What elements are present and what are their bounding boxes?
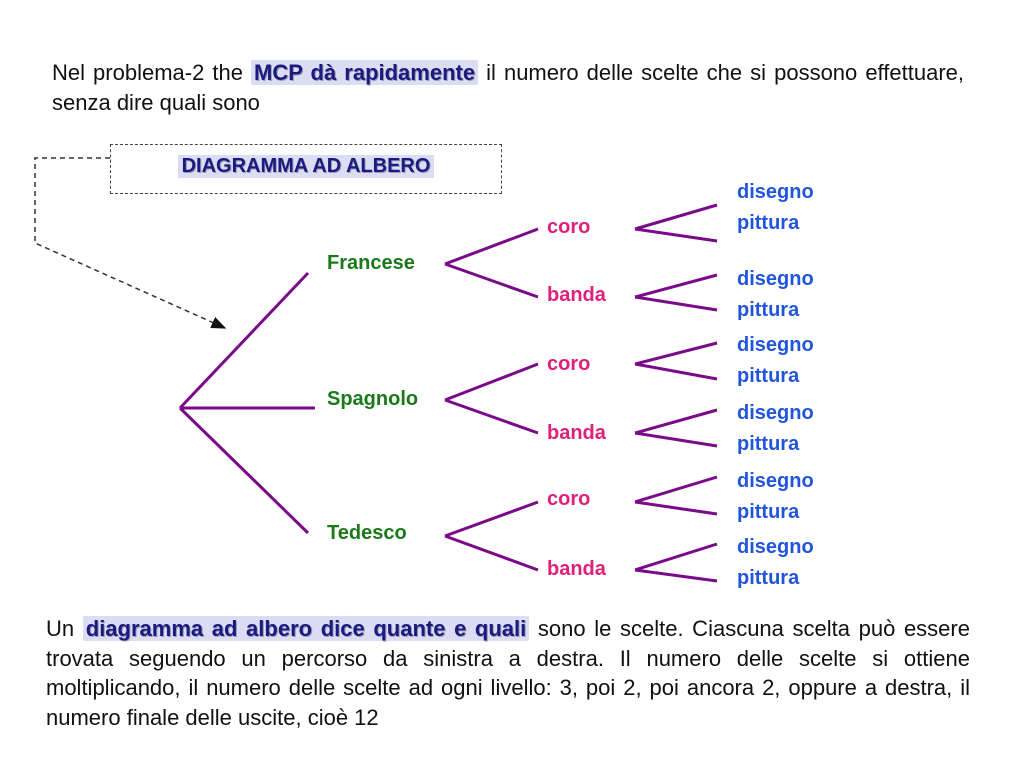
node-tedesco: Tedesco: [327, 522, 407, 544]
branch-level1-3-coro: [445, 502, 538, 536]
leaf-disegno: disegno: [737, 181, 814, 203]
node-spagnolo-coro: coro: [547, 353, 591, 375]
node-spagnolo-banda: banda: [547, 422, 606, 444]
dashed-connector: [35, 158, 225, 328]
branch-root-1: [180, 273, 308, 408]
branch-level2-6-disegno: [635, 544, 717, 570]
branch-level2-3-disegno: [635, 343, 717, 364]
branch-level1-1-banda: [445, 264, 538, 297]
branch-level1-3-banda: [445, 536, 538, 570]
branch-level2-5-pittura: [635, 502, 717, 514]
branch-level2-5-disegno: [635, 477, 717, 502]
node-francese-banda: banda: [547, 284, 606, 306]
node-francese-coro: coro: [547, 216, 591, 238]
branch-level2-6-pittura: [635, 570, 717, 581]
branch-level1-2-coro: [445, 364, 538, 400]
leaf-pittura: pittura: [737, 299, 800, 321]
leaf-pittura: pittura: [737, 567, 800, 589]
leaf-pittura: pittura: [737, 433, 800, 455]
intro-highlight: MCP dà rapidamente: [251, 60, 478, 85]
leaf-pittura: pittura: [737, 212, 800, 234]
node-tedesco-coro: coro: [547, 488, 591, 510]
leaf-disegno: disegno: [737, 334, 814, 356]
branch-root-3: [180, 408, 308, 533]
branch-level2-2-disegno: [635, 275, 717, 297]
branch-level2-4-disegno: [635, 410, 717, 433]
diagram-title: DIAGRAMMA AD ALBERO: [178, 155, 435, 178]
branch-level1-1-coro: [445, 229, 538, 264]
branch-level2-1-pittura: [635, 229, 717, 241]
outro-text-after: sono le scelte. Ciascuna scelta può essere trovata seguendo un percorso da sinistra a destra. Il numero delle scelte si ottiene moltiplicando, il numero delle scelte ad ogni livello: 3, poi 2, poi ancora 2, oppure a destra, il numero finale delle uscite, cioè 12: [46, 616, 970, 730]
intro-text-before: Nel problema-2 the: [52, 60, 252, 85]
leaf-disegno: disegno: [737, 268, 814, 290]
intro-text-after: il numero delle scelte che si possono effettuare, senza dire quali sono: [52, 60, 964, 115]
branch-level1-2-banda: [445, 400, 538, 433]
node-tedesco-banda: banda: [547, 558, 606, 580]
leaf-disegno: disegno: [737, 402, 814, 424]
leaf-disegno: disegno: [737, 470, 814, 492]
leaf-disegno: disegno: [737, 536, 814, 558]
outro-text-before: Un: [46, 616, 83, 641]
branch-level2-1-disegno: [635, 205, 717, 229]
node-francese: Francese: [327, 252, 415, 274]
leaf-pittura: pittura: [737, 365, 800, 387]
branch-level2-2-pittura: [635, 297, 717, 310]
branch-level2-3-pittura: [635, 364, 717, 379]
outro-highlight: diagramma ad albero dice quante e quali: [83, 616, 530, 641]
outro-paragraph: [46, 614, 970, 732]
branch-level2-4-pittura: [635, 433, 717, 446]
leaf-pittura: pittura: [737, 501, 800, 523]
node-spagnolo: Spagnolo: [327, 388, 419, 410]
